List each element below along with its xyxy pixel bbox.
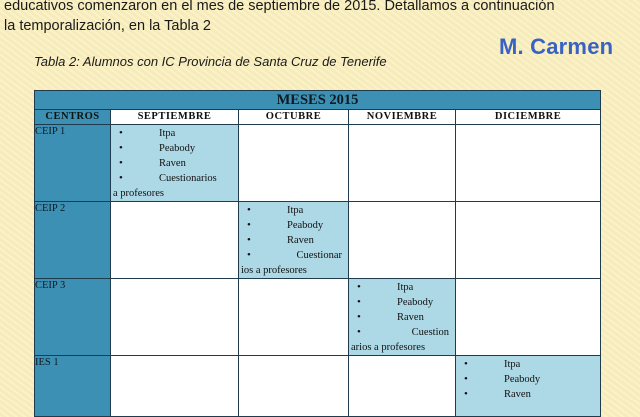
list-item: • Raven xyxy=(241,233,346,248)
schedule-cell-filled xyxy=(111,125,239,202)
schedule-cell-empty xyxy=(239,125,349,202)
list-item: • Itpa xyxy=(113,126,236,141)
column-header-noviembre: NOVIEMBRE xyxy=(349,110,456,125)
list-item: • Raven xyxy=(351,310,453,325)
table-row xyxy=(35,202,601,279)
schedule-cell-empty xyxy=(349,125,456,202)
list-item: • Itpa xyxy=(241,203,346,218)
table-row xyxy=(35,356,601,417)
schedule-cell-filled xyxy=(456,356,601,417)
test-list xyxy=(111,125,238,201)
list-item: • Peabody xyxy=(458,372,598,387)
list-item-continuation: ios a profesores xyxy=(241,265,307,276)
list-item: • Cuestionarios xyxy=(113,171,236,186)
centro-cell: CEIP 1 xyxy=(35,125,111,202)
schedule-cell-empty xyxy=(349,202,456,279)
list-item: • Cuestion xyxy=(351,325,453,340)
test-list xyxy=(239,202,348,278)
table-caption: Tabla 2: Alumnos con IC Provincia de Santa Cruz de Tenerife xyxy=(34,54,387,69)
list-item: • Itpa xyxy=(458,357,598,372)
centro-cell: CEIP 2 xyxy=(35,202,111,279)
column-header-centros: CENTROS xyxy=(35,110,111,125)
schedule-cell-filled xyxy=(349,279,456,356)
intro-line-1: educativos comenzaron en el mes de septiembre de 2015. Detallamos a continuación xyxy=(4,0,555,14)
intro-line-2: la temporalización, en la Tabla 2 xyxy=(4,18,211,34)
schedule-table xyxy=(34,90,601,417)
centro-cell: CEIP 3 xyxy=(35,279,111,356)
schedule-cell-empty xyxy=(456,202,601,279)
schedule-cell-empty xyxy=(456,125,601,202)
column-header-septiembre: SEPTIEMBRE xyxy=(111,110,239,125)
list-item: • Peabody xyxy=(351,295,453,310)
table-row xyxy=(35,125,601,202)
table-header-row xyxy=(35,110,601,125)
intro-paragraph xyxy=(4,0,636,36)
schedule-cell-empty xyxy=(111,279,239,356)
list-item: • Itpa xyxy=(351,280,453,295)
list-item-continuation: arios a profesores xyxy=(351,342,426,353)
schedule-cell-empty xyxy=(239,279,349,356)
table-title-row xyxy=(35,91,601,110)
column-header-diciembre: DICIEMBRE xyxy=(456,110,601,125)
test-list xyxy=(349,279,455,355)
schedule-cell-empty xyxy=(111,202,239,279)
list-item: • Raven xyxy=(113,156,236,171)
table-row xyxy=(35,279,601,356)
schedule-cell-empty xyxy=(456,279,601,356)
table-title: MESES 2015 xyxy=(35,91,601,110)
author-signature: M. Carmen xyxy=(499,34,614,59)
column-header-octubre: OCTUBRE xyxy=(239,110,349,125)
schedule-cell-empty xyxy=(111,356,239,417)
centro-cell: IES 1 xyxy=(35,356,111,417)
schedule-cell-empty xyxy=(349,356,456,417)
list-item: • Cuestionar xyxy=(241,248,346,263)
list-item: • Peabody xyxy=(113,141,236,156)
list-item-continuation: a profesores xyxy=(113,188,165,199)
schedule-cell-empty xyxy=(239,356,349,417)
schedule-cell-filled xyxy=(239,202,349,279)
list-item: • Peabody xyxy=(241,218,346,233)
list-item: • Raven xyxy=(458,387,598,402)
test-list xyxy=(456,356,600,402)
